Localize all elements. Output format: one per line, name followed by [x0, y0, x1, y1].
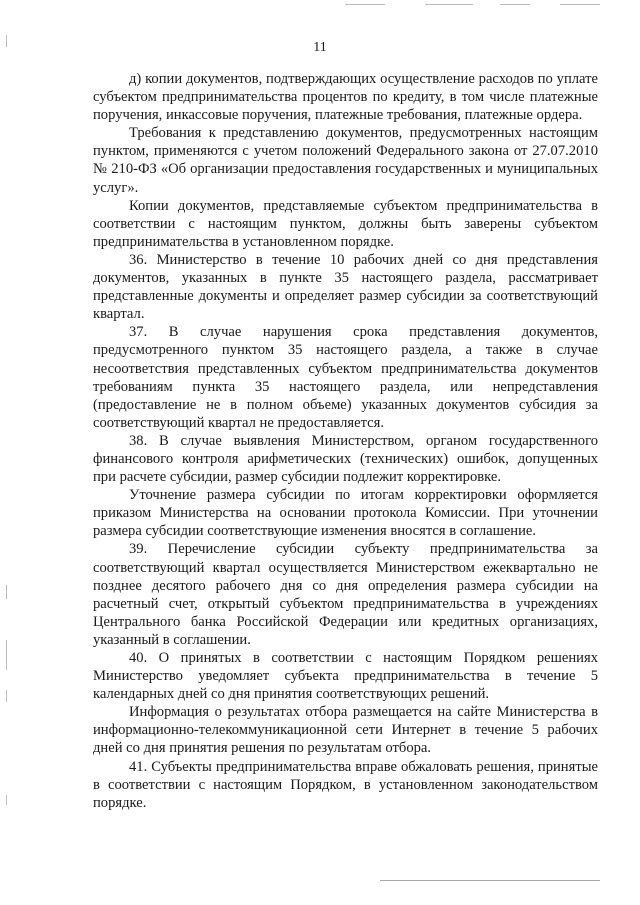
scan-artifact: [500, 4, 530, 5]
scan-artifact: [560, 4, 600, 5]
paragraph-selection-info: Информация о результатах отбора размещается на сайте Министерства в информационно-телекоммуникационной сети Интернет в течение 5 рабочих дней со дня принятия решения по результатам отбора.: [93, 704, 598, 757]
document-body: [93, 70, 598, 812]
paragraph-item-40: 40. О принятых в соответствии с настоящим Порядком решениях Министерство уведомляет субъекта предпринимательства в течение 5 календарных дней со дня принятия соответствующих решений.: [93, 650, 598, 703]
paragraph-item-41: 41. Субъекты предпринимательства вправе обжаловать решения, принятые в соответствии с настоящим Порядком, в установленном законодательством порядке.: [93, 758, 598, 811]
page-number: 11: [313, 40, 327, 55]
scan-artifact: [6, 585, 7, 599]
paragraph-item-36: 36. Министерство в течение 10 рабочих дней со дня представления документов, указанных в пункте 35 настоящего раздела, рассматривает представленные документы и определяет размер субсидии за соответствующий квартал.: [93, 251, 598, 323]
paragraph-item-37: 37. В случае нарушения срока представления документов, предусмотренного пунктом 35 настоящего раздела, а также в случае несоответствия представленных субъектом предпринимательства документов требованиям пункта 35 настоящего раздела, или непредставления (предоставление не в полном объеме) указанных документов субсидия за соответствующий квартал не предоставляется.: [93, 324, 598, 431]
paragraph-item-39: 39. Перечисление субсидии субъекту предпринимательства за соответствующий квартал осуществляется Министерством ежеквартально не позднее десятого рабочего дня со дня определения размера субсидии на расчетный счет, открытый субъектом предпринимательства в учреждениях Центрального банка Российской Федерации или кредитных организациях, указанный в соглашении.: [93, 541, 598, 648]
paragraph-subitem-d: д) копии документов, подтверждающих осуществление расходов по уплате субъектом предпринимательства процентов по кредиту, в том числе платежные поручения, инкассовые поручения, платежные требования, платежные ордера.: [93, 71, 598, 124]
scan-artifact: [6, 640, 7, 670]
paragraph-clarification: Уточнение размера субсидии по итогам корректировки оформляется приказом Министерства на основании протокола Комиссии. При уточнении размера субсидии соответствующие изменения вносятся в соглашение.: [93, 487, 598, 540]
scan-artifact: [6, 690, 7, 702]
paragraph-item-38: 38. В случае выявления Министерством, органом государственного финансового контроля арифметических (технических) ошибок, допущенных при расчете субсидии, размер субсидии подлежит корректировке.: [93, 432, 598, 486]
scan-artifact: [6, 795, 7, 805]
paragraph-copies: Копии документов, представляемые субъектом предпринимательства в соответствии с настоящим пунктом, должны быть заверены субъектом предпринимательства в установленном порядке.: [93, 197, 598, 250]
scan-artifact: [380, 880, 600, 881]
scan-artifact: [345, 4, 385, 5]
scan-artifact: [425, 4, 473, 5]
paragraph-requirements: Требования к представлению документов, предусмотренных настоящим пунктом, применяются с учетом положений Федерального закона от 27.07.2010 № 210-ФЗ «Об организации предоставления государственных и муниципальных услуг».: [93, 125, 598, 196]
